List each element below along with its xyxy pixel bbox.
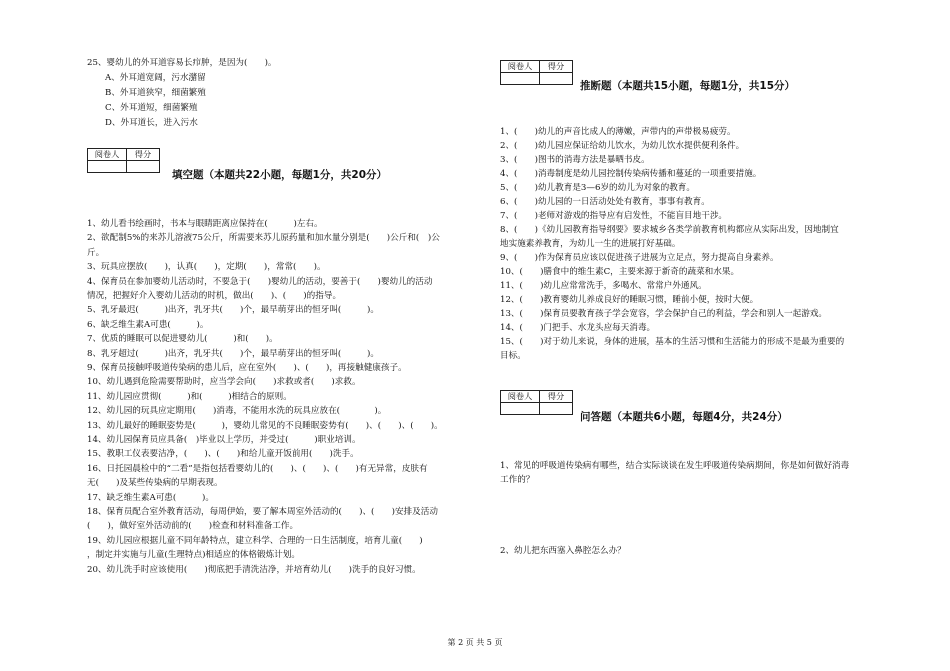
score-box-judge	[500, 60, 573, 85]
judge-question-line: 15、( )对于幼儿来说，身体的进展，基本的生活习惯和生活能力的形成不是最为重要的	[500, 337, 845, 347]
fill-question-line: 2、欲配制5%的来苏儿溶液75公斤，所需要来苏儿原药量和加水量分别是( )公斤和( )公	[87, 233, 440, 244]
judge-question-line: 13、( )保育员要教育孩子学会宽容，学会保护自己的利益，学会和别人一起游戏。	[500, 309, 828, 319]
judge-question-line: 4、( )消毒制度是幼儿园控制传染病传播和蔓延的一项重要措施。	[500, 169, 762, 179]
judge-question-line: 3、( )图书的消毒方法是暴晒书皮。	[500, 155, 650, 165]
fill-question-line: 4、保育员在参加婴幼儿活动时，不要急于( )婴幼儿的活动，要善于( )婴幼儿的活动	[87, 276, 433, 287]
judge-question-line: 7、( )老师对游戏的指导应有启发性，不能盲目地干涉。	[500, 211, 728, 221]
question-25-stem: 25、婴幼儿的外耳道容易长疖肿，是因为( )。	[87, 58, 277, 68]
qa-question-1-cont: 工作的？	[500, 475, 535, 485]
fill-question-line: 5、乳牙最迟( )出齐，乳牙共( )个，最早萌芽出的恒牙叫( )。	[87, 305, 379, 316]
fill-question-line: 16、日托园晨检中的“二看”是指包括看婴幼儿的( )、( )、( )有无异常，皮肤有	[87, 463, 428, 474]
question-25-option-a: A、外耳道宽阔，污水潴留	[105, 73, 206, 83]
judge-question-line: 12、( )教育婴幼儿养成良好的睡眠习惯，睡前小便，按时大便。	[500, 295, 759, 305]
judge-question-line: 9、( )作为保育员应该以促进孩子进展为立足点，努力提高自身素养。	[500, 253, 779, 263]
fill-question-line: 13、幼儿最好的睡眠姿势是( )，婴幼儿常见的不良睡眠姿势有( )、( )、( )。	[87, 420, 443, 431]
question-25-option-c: C、外耳道短，细菌繁殖	[105, 103, 198, 113]
fill-question-line: 1、幼儿看书绘画时，书本与眼睛距离应保持在( )左右。	[87, 219, 323, 229]
page-footer: 第 2 页 共 5 页	[447, 638, 503, 647]
reviewer-cell	[501, 73, 540, 85]
score-box-fill	[87, 148, 160, 173]
fill-question-line: 8、乳牙超过( )出齐，乳牙共( )个，最早萌芽出的恒牙叫( )。	[87, 348, 379, 359]
score-label: 得分	[540, 391, 573, 403]
reviewer-label: 阅卷人	[501, 61, 540, 73]
fill-question-line: 无( )及某些传染病的早期表现。	[87, 478, 223, 489]
judge-question-line: 目标。	[500, 351, 526, 361]
fill-question-line: 11、幼儿园应贯彻( )和( )相结合的原则。	[87, 391, 292, 402]
fill-question-line: 15、教职工仪表要洁净，( )、( )和给儿童开饭前用( )洗手。	[87, 449, 359, 460]
fill-question-line: 情况，把握好介入婴幼儿活动的时机，做出( )、( )的指导。	[87, 291, 342, 301]
qa-question-1: 1、常见的呼吸道传染病有哪些，结合实际谈谈在发生呼吸道传染病期间，你是如何做好消毒	[500, 461, 850, 471]
score-cell	[540, 73, 573, 85]
fill-question-line: 14、幼儿园保育员应具备( )毕业以上学历，并受过( )职业培训。	[87, 435, 361, 445]
judge-question-line: 8、( )《幼儿园教育指导纲要》要求城乡各类学前教育机构都应从实际出发，因地制宜	[500, 225, 839, 235]
fill-question-line: 3、玩具应摆放( )，认真( )，定期( )，常常( )。	[87, 262, 326, 273]
score-cell	[127, 161, 160, 173]
judge-section-title: 推断题（本题共15小题，每题1分，共15分）	[580, 80, 796, 92]
reviewer-cell	[88, 161, 127, 173]
reviewer-label: 阅卷人	[501, 391, 540, 403]
reviewer-cell	[501, 403, 540, 415]
fill-question-line: 12、幼儿园的玩具应定期用( )消毒，不能用水洗的玩具应放在( )。	[87, 406, 387, 417]
fill-question-line: 斤。	[87, 247, 105, 258]
qa-question-2: 2、幼儿把东西塞入鼻腔怎么办？	[500, 546, 626, 556]
fill-question-line: 18、保育员配合室外教育活动，每周伊始，要了解本周室外活动的( )、( )安排及活动	[87, 507, 438, 517]
reviewer-label: 阅卷人	[88, 149, 127, 161]
score-label: 得分	[540, 61, 573, 73]
fill-question-line: 20、幼儿洗手时应该使用( )彻底把手清洗洁净，并培育幼儿( )洗手的良好习惯。	[87, 564, 421, 575]
judge-question-line: 6、( )幼儿园的一日活动处处有教育，事事有教育。	[500, 197, 710, 207]
fill-question-line: 19、幼儿园应根据儿童不同年龄特点，建立科学、合理的一日生活制度，培育儿童( )	[87, 535, 423, 546]
score-label: 得分	[127, 149, 160, 161]
judge-question-line: 11、( )幼儿应常常洗手，多喝水、常常户外通风。	[500, 281, 707, 291]
judge-question-line: 地实施素养教育，为幼儿一生的进展打好基础。	[500, 239, 681, 249]
score-cell	[540, 403, 573, 415]
fill-question-line: 7、优质的睡眠可以促进婴幼儿( )和( )。	[87, 334, 278, 345]
fill-question-line: 9、保育员接触呼吸道传染病的患儿后，应在室外( )、( )，再接触健康孩子。	[87, 363, 407, 373]
fill-question-line: 10、幼儿遇到危险需要帮助时，应当学会向( )求救或者( )求救。	[87, 377, 361, 388]
judge-question-line: 10、( )膳食中的维生素C，主要来源于新奇的蔬菜和水果。	[500, 267, 740, 277]
fill-question-line: ，制定并实施与儿童(生理特点)相适应的体格锻炼计划。	[87, 550, 300, 561]
question-25-option-b: B、外耳道狭窄，细菌繁殖	[105, 88, 206, 98]
fill-section-title: 填空题（本题共22小题，每题1分，共20分）	[172, 169, 388, 181]
fill-question-line: ( )，做好室外活动前的( )检查和材料准备工作。	[87, 521, 299, 532]
judge-question-line: 5、( )幼儿教育是3—6岁的幼儿为对象的教育。	[500, 183, 695, 193]
judge-question-line: 1、( )幼儿的声音比成人的薄嫩，声带内的声带极易疲劳。	[500, 127, 736, 137]
fill-question-line: 17、缺乏维生素A可患( )。	[87, 492, 214, 503]
fill-question-line: 6、缺乏维生素A可患( )。	[87, 319, 209, 330]
question-25-option-d: D、外耳道长，进入污水	[105, 118, 198, 128]
judge-question-line: 14、( )门把手、水龙头应每天消毒。	[500, 323, 656, 333]
judge-question-line: 2、( )幼儿园应保证给幼儿饮水，为幼儿饮水提供便利条件。	[500, 141, 745, 151]
score-box-qa	[500, 390, 573, 415]
qa-section-title: 问答题（本题共6小题，每题4分，共24分）	[580, 411, 788, 423]
